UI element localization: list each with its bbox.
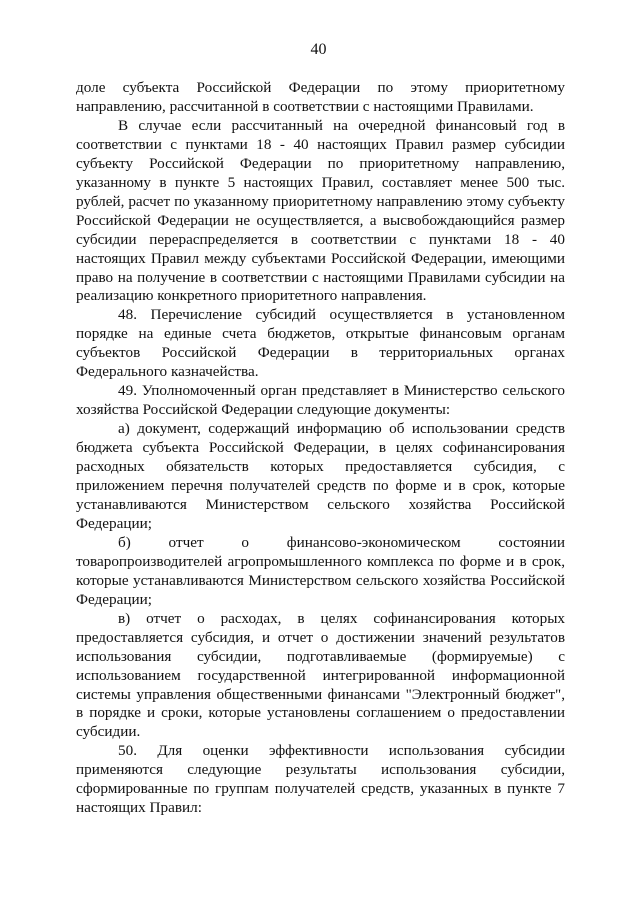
paragraph-item-49-b: б) отчет о финансово-экономическом состоянии товаропроизводителей агропромышленного комплекса по форме и в срок, которые устанавливаются Министерством сельского хозяйства Российской Федерации; <box>76 533 565 608</box>
paragraph-item-49-a: а) документ, содержащий информацию об использовании средств бюджета субъекта Российской Федерации, в целях софинансирования расходных обязательств которых предоставляется субсидия, с приложением перечня получателей средств по форме и в срок, которые устанавливаются Министерством сельского хозяйства Российской Федерации; <box>76 420 565 532</box>
document-page <box>76 40 565 818</box>
paragraph-item-50: 50. Для оценки эффективности использования субсидии применяются следующие результаты использования субсидии, сформированные по группам получателей средств, указанных в пункте 7 настоящих Правил: <box>76 742 565 817</box>
paragraph-item-49-v: в) отчет о расходах, в целях софинансирования которых предоставляется субсидия, и отчет о достижении значений результатов использования субсидии, подготавливаемые (формируемые) с использованием государственной интегрированной информационной системы управления общественными финансами "Электронный бюджет", в порядке и сроки, которые установлены соглашением о предоставлении субсидии. <box>76 609 565 741</box>
paragraph-item-48: 48. Перечисление субсидий осуществляется в установленном порядке на единые счета бюджетов, открытые финансовым органам субъектов Российской Федерации в территориальных органах Федерального казначейства. <box>76 306 565 381</box>
paragraph-subsidy-redistribution: В случае если рассчитанный на очередной финансовый год в соответствии с пунктами 18 - 40 настоящих Правил размер субсидии субъекту Российской Федерации по приоритетному направлению, указанному в пункте 5 настоящих Правил, составляет менее 500 тыс. рублей, расчет по указанному приоритетному направлению этому субъекту Российской Федерации не осуществляется, а высвобождающийся размер субсидии перераспределяется в соответствии с пунктами 18 - 40 настоящих Правил между субъектами Российской Федерации, имеющими право на получение в соответствии с настоящими Правилами субсидии на реализацию конкретного приоритетного направления. <box>76 116 565 305</box>
paragraph-continuation: доле субъекта Российской Федерации по этому приоритетному направлению, рассчитанной в соответствии с настоящими Правилами. <box>76 79 565 115</box>
paragraph-item-49: 49. Уполномоченный орган представляет в Министерство сельского хозяйства Российской Федерации следующие документы: <box>76 382 565 419</box>
page-number: 40 <box>310 41 327 58</box>
